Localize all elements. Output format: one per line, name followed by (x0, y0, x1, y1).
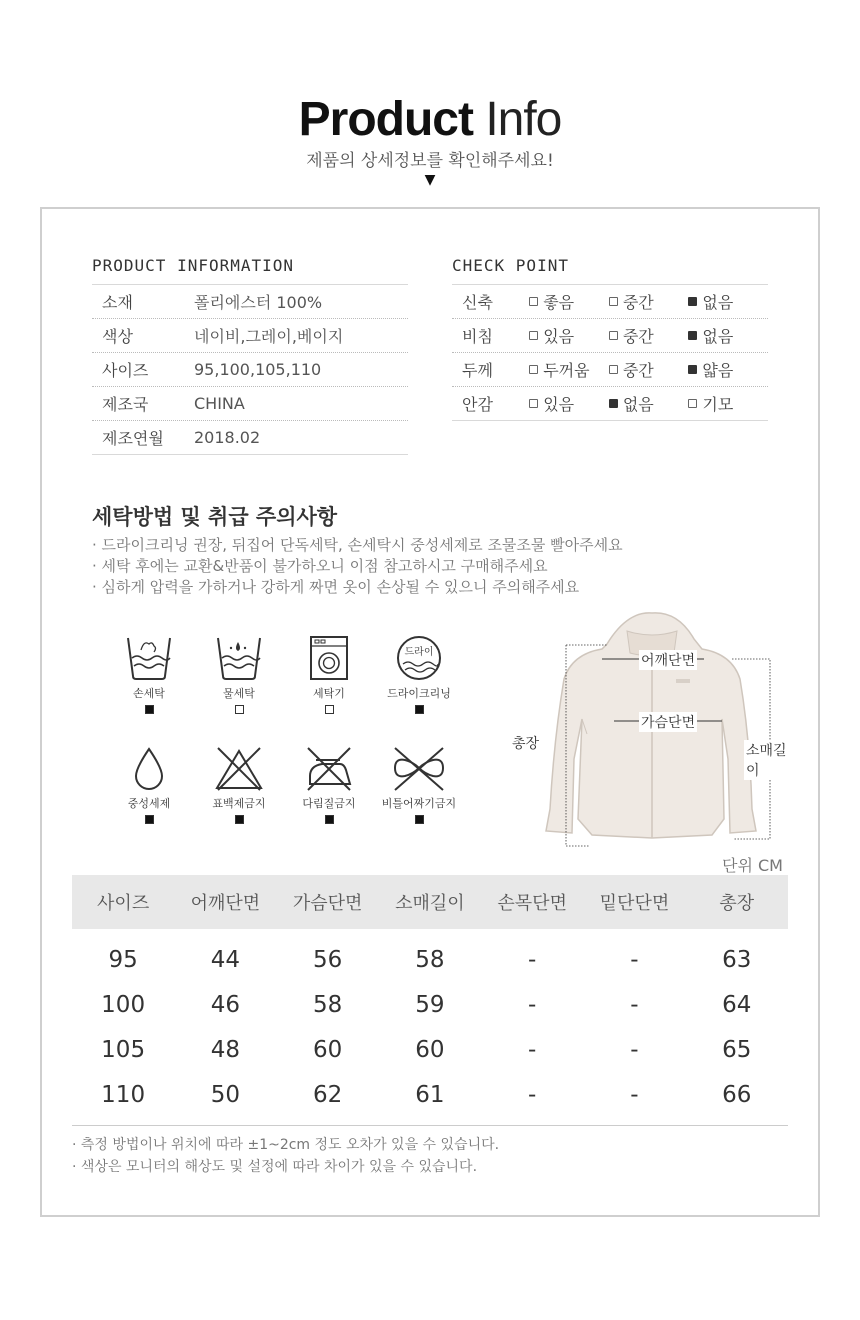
check-label: 비침 (462, 327, 493, 346)
table-cell: 105 (101, 1036, 146, 1063)
table-cell: 95 (108, 946, 138, 973)
info-label: 제조국 (102, 395, 149, 414)
table-cell: - (630, 991, 639, 1018)
check-option (688, 358, 768, 381)
size-table-header-cell: 손목단면 (497, 893, 567, 914)
check-label: 신축 (462, 293, 493, 312)
checked-box-icon (688, 331, 697, 340)
table-cell: 63 (722, 946, 752, 973)
dry-clean-icon-text: 드라이 (404, 647, 434, 658)
check-label: 두께 (462, 361, 493, 380)
check-point-heading: CHECK POINT (452, 256, 569, 275)
hand-wash-icon (124, 634, 174, 682)
down-arrow-icon: ▼ (424, 172, 436, 188)
table-cell: - (528, 1036, 537, 1063)
care-checkbox (235, 815, 244, 824)
care-checkbox (415, 705, 424, 714)
size-table-header-cell: 어깨단면 (190, 893, 261, 914)
unchecked-box-icon (609, 365, 618, 374)
size-table-header-cell: 총장 (719, 893, 755, 914)
check-option (529, 324, 609, 347)
check-option-label: 없음 (702, 327, 734, 346)
no-bleach-icon (214, 746, 264, 792)
unchecked-box-icon (688, 399, 697, 408)
care-dry-clean (374, 634, 464, 714)
table-cell: 60 (313, 1036, 343, 1063)
washing-note: · 드라이크리닝 권장, 뒤집어 단독세탁, 손세탁시 중성세제로 조물조물 빨아주세요 (92, 536, 623, 554)
check-option-label: 중간 (622, 327, 654, 346)
table-cell: 50 (210, 1081, 241, 1108)
check-option-label: 중간 (622, 293, 654, 312)
table-cell: 60 (415, 1036, 445, 1063)
check-option (609, 324, 689, 347)
table-cell: 62 (313, 1081, 343, 1108)
size-table-body (72, 929, 788, 1126)
check-option (609, 358, 689, 381)
care-water-wash (194, 634, 284, 714)
measure-label-length: 총장 (510, 733, 541, 753)
washing-machine-icon (304, 634, 354, 682)
unchecked-box-icon (609, 331, 618, 340)
title-light: Info (485, 93, 562, 146)
care-label: 다림질금지 (302, 797, 356, 810)
info-row (92, 387, 408, 421)
care-label: 중성세제 (127, 797, 171, 810)
water-wash-icon (214, 634, 264, 682)
check-row (452, 387, 768, 421)
table-cell: 44 (210, 946, 241, 973)
check-option (688, 290, 768, 313)
dry-clean-icon (394, 634, 444, 682)
check-option-label: 기모 (702, 395, 734, 414)
table-cell: 61 (415, 1081, 445, 1108)
washing-note: · 세탁 후에는 교환&반품이 불가하오니 이점 참고하시고 구매해주세요 (92, 557, 548, 575)
info-label: 사이즈 (102, 361, 149, 380)
table-cell: 46 (210, 991, 241, 1018)
check-option (529, 358, 609, 381)
care-neutral-detergent (104, 746, 194, 824)
care-no-wring (374, 746, 464, 824)
check-row (452, 319, 768, 353)
check-option-label: 없음 (702, 293, 734, 312)
size-table-header-cell: 사이즈 (97, 893, 150, 914)
unchecked-box-icon (529, 365, 538, 374)
care-washing-machine (284, 634, 374, 714)
care-checkbox (145, 815, 154, 824)
check-option (529, 290, 609, 313)
table-cell: - (630, 946, 639, 973)
check-option-label: 두꺼움 (543, 361, 590, 380)
unchecked-box-icon (529, 399, 538, 408)
table-cell: 48 (210, 1036, 241, 1063)
washing-note: · 심하게 압력을 가하거나 강하게 짜면 옷이 손상될 수 있으니 주의해주세요 (92, 578, 580, 596)
page-subtitle: 제품의 상세정보를 확인해주세요! (306, 151, 554, 171)
size-unit: 단위 CM (722, 856, 783, 875)
check-option (609, 392, 689, 415)
care-label: 세탁기 (313, 687, 345, 700)
table-cell: - (630, 1081, 639, 1108)
size-table-header-cell: 소매길이 (395, 893, 465, 914)
checked-box-icon (688, 297, 697, 306)
check-option-label: 있음 (543, 395, 575, 414)
info-row (92, 319, 408, 353)
care-checkbox (235, 705, 244, 714)
check-label: 안감 (462, 395, 493, 414)
unchecked-box-icon (529, 297, 538, 306)
check-option-label: 중간 (622, 361, 654, 380)
table-cell: 64 (722, 991, 752, 1018)
care-hand-wash (104, 634, 194, 714)
check-option (609, 290, 689, 313)
table-cell: 100 (101, 991, 146, 1018)
care-label: 손세탁 (133, 687, 165, 700)
neutral-detergent-icon (124, 746, 174, 792)
care-checkbox (325, 705, 334, 714)
checked-box-icon (609, 399, 618, 408)
info-value: CHINA (194, 394, 245, 413)
product-information-table (92, 284, 408, 455)
product-info-panel (40, 207, 820, 1217)
table-row (72, 982, 788, 1027)
check-option-label: 없음 (622, 395, 654, 414)
measure-label-shoulder: 어깨단면 (639, 650, 697, 670)
table-cell: - (630, 1036, 639, 1063)
washing-notes (92, 535, 623, 598)
table-row (72, 1072, 788, 1117)
check-option-label: 있음 (543, 327, 575, 346)
jacket-measurement-diagram (502, 609, 802, 849)
unchecked-box-icon (609, 297, 618, 306)
care-no-bleach (194, 746, 284, 824)
measure-label-sleeve: 소매길이 (744, 740, 802, 780)
footnote: · 색상은 모니터의 해상도 및 설정에 따라 차이가 있을 수 있습니다. (72, 1159, 478, 1175)
size-table-header-cell: 가슴단면 (292, 893, 363, 914)
care-no-iron (284, 746, 374, 824)
table-cell: 65 (722, 1036, 752, 1063)
table-row (72, 1027, 788, 1072)
table-cell: 56 (313, 946, 343, 973)
checked-box-icon (688, 365, 697, 374)
info-value: 2018.02 (194, 428, 261, 447)
check-row (452, 285, 768, 319)
table-row (72, 937, 788, 982)
table-cell: 58 (313, 991, 343, 1018)
info-row (92, 285, 408, 319)
page-title (0, 92, 860, 147)
info-row (92, 421, 408, 455)
check-option (529, 392, 609, 415)
check-option-label: 얇음 (702, 361, 734, 380)
table-cell: 59 (415, 991, 445, 1018)
no-iron-icon (304, 746, 354, 792)
measure-label-chest: 가슴단면 (639, 712, 697, 732)
title-bold: Product (298, 93, 473, 146)
footnote: · 측정 방법이나 위치에 따라 ±1~2cm 정도 오차가 있을 수 있습니다. (72, 1137, 500, 1153)
check-option (688, 324, 768, 347)
size-table-header-cell: 밑단단면 (599, 893, 670, 914)
care-label: 비틀어짜기금지 (381, 797, 457, 810)
product-information-heading: PRODUCT INFORMATION (92, 256, 295, 275)
unchecked-box-icon (529, 331, 538, 340)
table-cell: - (528, 1081, 537, 1108)
check-option-label: 좋음 (543, 293, 575, 312)
care-label: 표백제금지 (212, 797, 266, 810)
info-value: 네이비,그레이,베이지 (194, 327, 344, 346)
info-label: 색상 (102, 327, 133, 346)
footnotes (72, 1134, 499, 1178)
washing-heading: 세탁방법 및 취급 주의사항 (92, 505, 338, 529)
info-label: 제조연월 (102, 429, 164, 448)
info-value: 폴리에스터 100% (194, 293, 323, 312)
care-label: 물세탁 (223, 687, 255, 700)
info-value: 95,100,105,110 (194, 360, 322, 379)
care-checkbox (145, 705, 154, 714)
info-label: 소재 (102, 293, 133, 312)
table-cell: 58 (415, 946, 445, 973)
care-checkbox (415, 815, 424, 824)
check-point-table (452, 284, 768, 421)
care-checkbox (325, 815, 334, 824)
check-option (688, 392, 768, 415)
check-row (452, 353, 768, 387)
table-cell: 66 (722, 1081, 752, 1108)
size-table (72, 875, 788, 1126)
no-wring-icon (389, 746, 449, 792)
table-cell: 110 (101, 1081, 146, 1108)
table-cell: - (528, 991, 537, 1018)
size-table-header (72, 875, 788, 929)
table-cell: - (528, 946, 537, 973)
info-row (92, 353, 408, 387)
care-label: 드라이크리닝 (387, 687, 451, 700)
